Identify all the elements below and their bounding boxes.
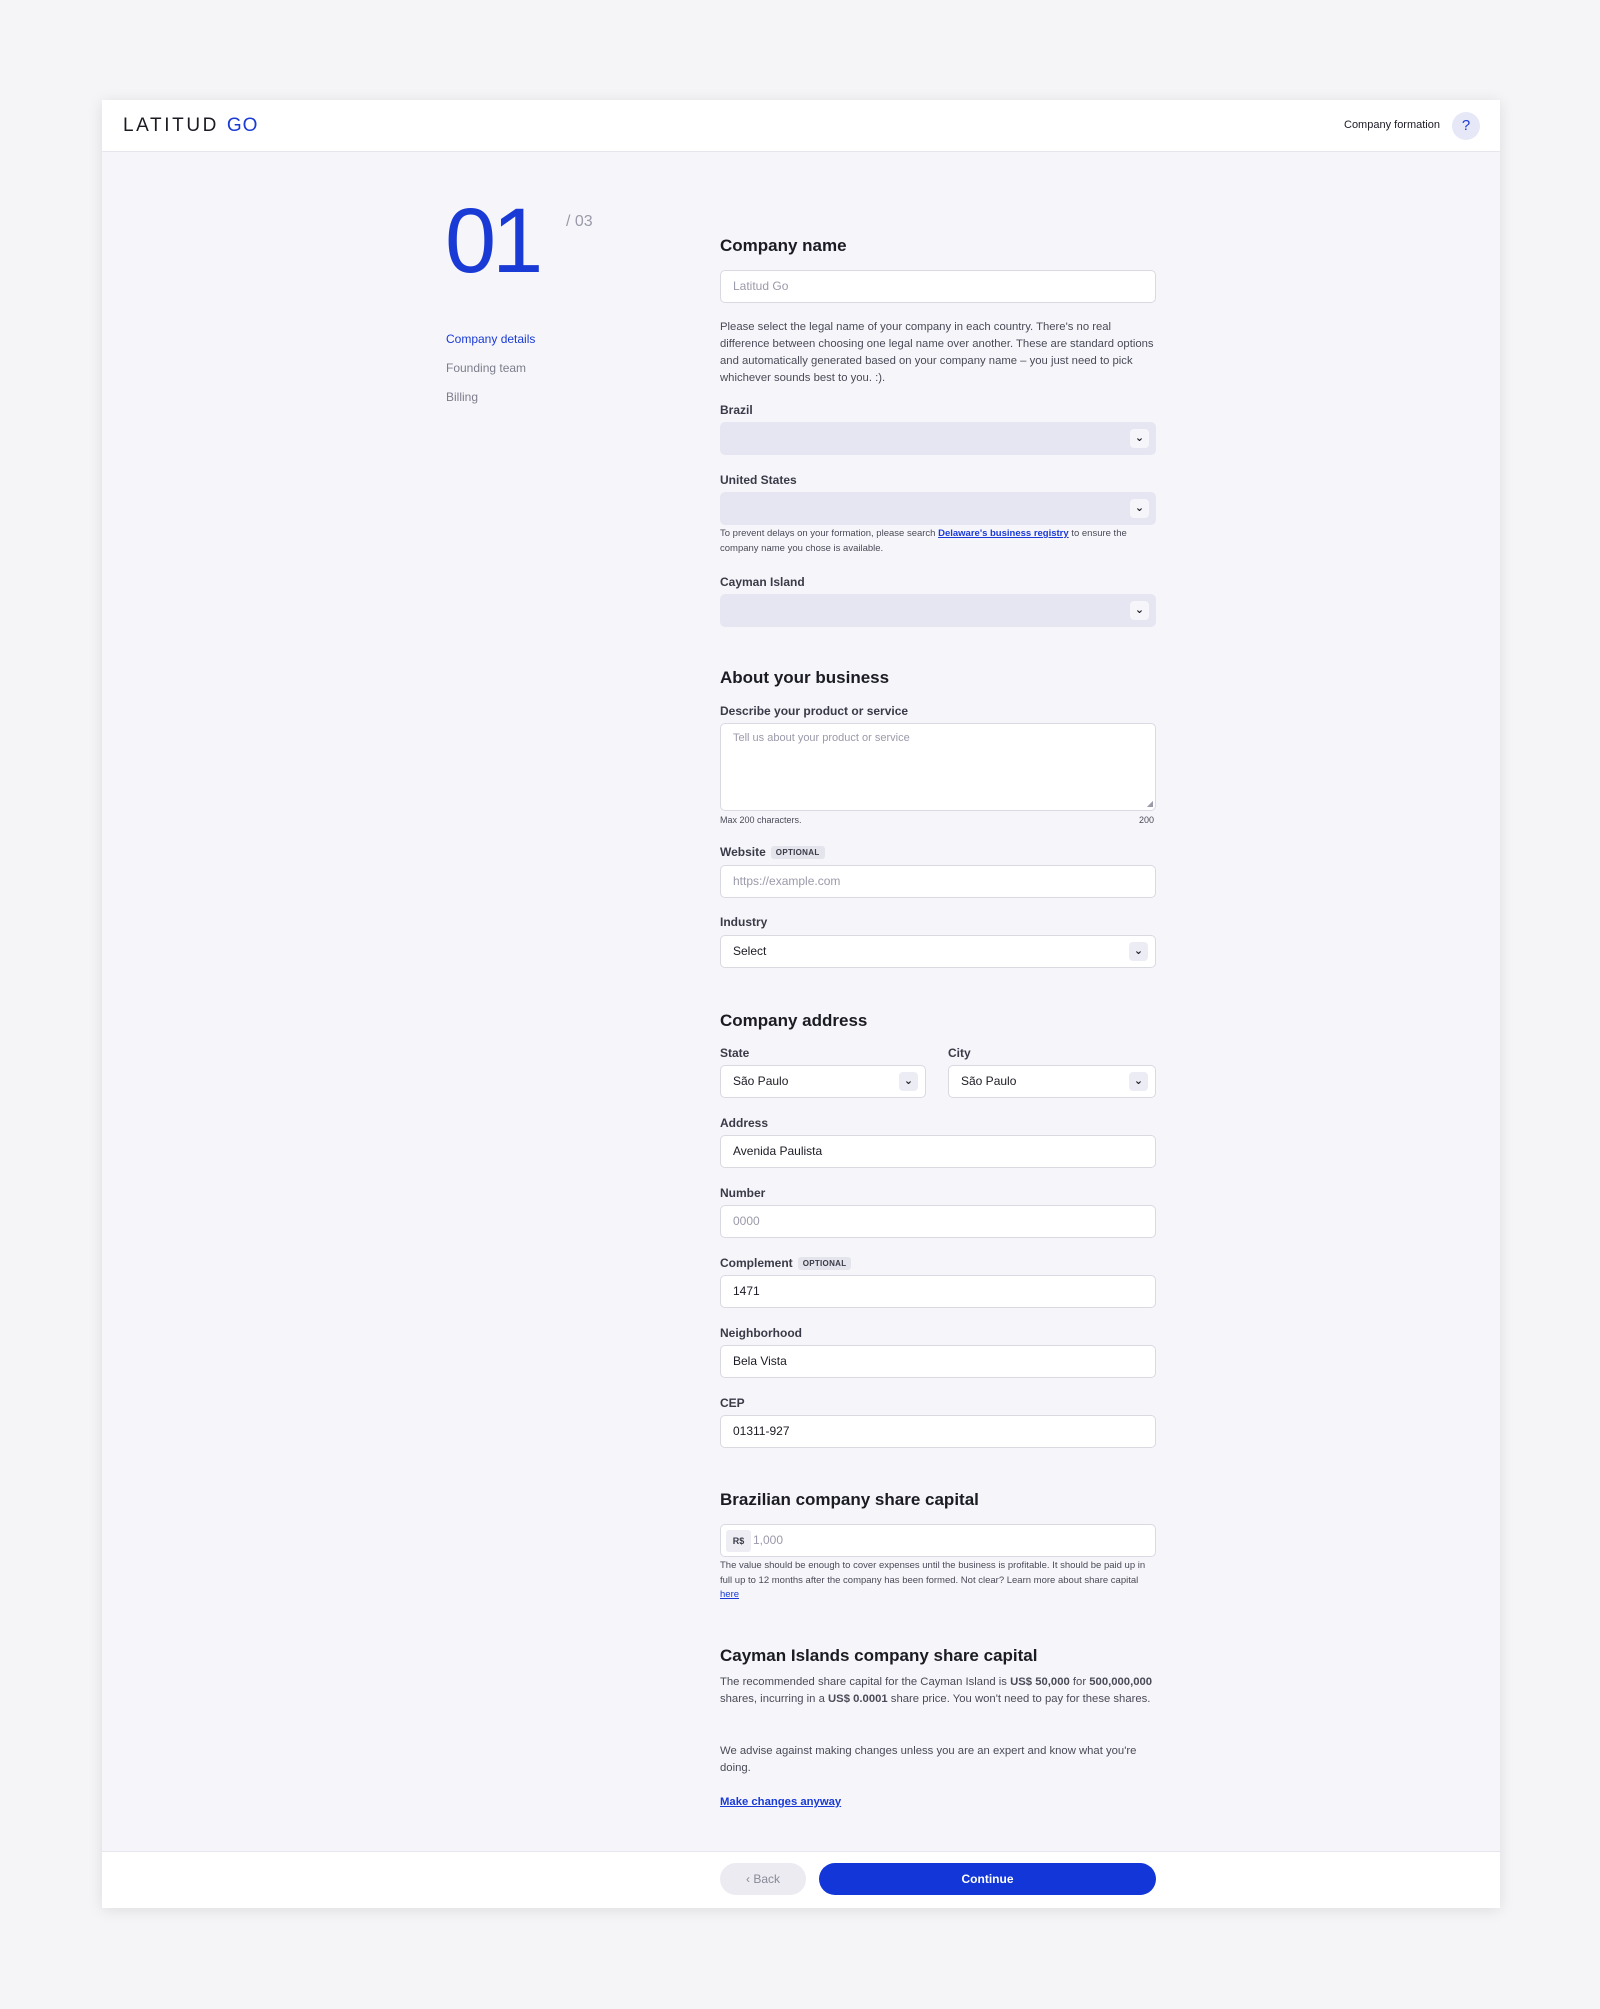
back-button[interactable] <box>720 1863 806 1895</box>
describe-label: Describe your product or service <box>720 704 909 718</box>
cayman-label: Cayman Island <box>720 575 805 589</box>
logo-text: LATITUD <box>123 115 219 136</box>
max-chars-note: Max 200 characters. <box>720 815 802 825</box>
city-label: City <box>948 1046 971 1060</box>
chevron-down-icon: ⌄ <box>1129 942 1148 961</box>
br-capital-heading: Brazilian company share capital <box>720 1490 979 1509</box>
describe-placeholder: Tell us about your product or service <box>733 732 910 744</box>
address-input[interactable]: Avenida Paulista <box>720 1135 1156 1168</box>
address-label: Address <box>720 1116 769 1130</box>
cayman-share-count: 500,000,000 <box>1089 1676 1153 1688</box>
br-capital-note-text: The value should be enough to cover expenses until the business is profitable. It should be paid up in full up to 12 months after the company has been formed. Not clear? Learn more about share capital <box>720 1560 1146 1586</box>
state-label: State <box>720 1046 750 1060</box>
neighborhood-label: Neighborhood <box>720 1326 802 1340</box>
company-name-input[interactable]: Latitud Go <box>720 270 1156 303</box>
step-billing[interactable]: Billing <box>446 390 479 404</box>
resize-handle-icon[interactable]: ◢ <box>1146 799 1153 808</box>
make-changes-wrapper <box>720 1794 1156 1811</box>
complement-input[interactable]: 1471 <box>720 1275 1156 1308</box>
br-capital-note <box>720 1559 1156 1603</box>
chevron-down-icon: ⌄ <box>1130 429 1149 448</box>
logo-accent: GO <box>226 115 259 136</box>
complement-label <box>720 1256 851 1270</box>
cep-input[interactable]: 01311-927 <box>720 1415 1156 1448</box>
neighborhood-input[interactable]: Bela Vista <box>720 1345 1156 1378</box>
website-label-text: Website <box>720 845 766 859</box>
company-name-heading: Company name <box>720 236 847 255</box>
complement-label-text: Complement <box>720 1256 793 1270</box>
optional-badge: OPTIONAL <box>798 1257 852 1270</box>
cayman-capital-heading: Cayman Islands company share capital <box>720 1646 1038 1665</box>
number-label: Number <box>720 1186 766 1200</box>
make-changes-link[interactable]: Make changes anyway <box>720 1796 842 1808</box>
chevron-down-icon: ⌄ <box>1130 601 1149 620</box>
cayman-capital-description <box>720 1674 1156 1708</box>
industry-value: Select <box>733 944 767 958</box>
website-label <box>720 845 825 859</box>
us-name-select[interactable] <box>720 492 1156 525</box>
website-input[interactable]: https://example.com <box>720 865 1156 898</box>
currency-prefix: R$ <box>726 1530 751 1552</box>
top-bar <box>102 100 1500 152</box>
brazil-name-select[interactable] <box>720 422 1156 455</box>
delaware-registry-link[interactable]: Delaware's business registry <box>938 528 1069 539</box>
describe-textarea[interactable] <box>720 723 1156 811</box>
cayman-advice: We advise against making changes unless you are an expert and know what you're doing. <box>720 1745 1137 1774</box>
chevron-left-icon: ‹ <box>745 1872 750 1886</box>
address-heading: Company address <box>720 1011 868 1030</box>
cayman-text: share price. You won't need to pay for these shares. <box>887 1693 1151 1705</box>
step-nav <box>446 331 535 418</box>
section-label: Company formation <box>1344 119 1440 131</box>
number-input[interactable]: 0000 <box>720 1205 1156 1238</box>
brazil-label: Brazil <box>720 403 753 417</box>
step-total: / 03 <box>566 213 593 230</box>
cayman-text: The recommended share capital for the Cayman Island is <box>720 1676 1011 1688</box>
back-label: Back <box>753 1872 781 1886</box>
business-heading: About your business <box>720 668 890 687</box>
logo[interactable] <box>123 115 258 137</box>
cayman-name-select[interactable] <box>720 594 1156 627</box>
industry-select[interactable] <box>720 935 1156 968</box>
step-founding-team[interactable]: Founding team <box>446 361 527 375</box>
cayman-share-price: US$ 0.0001 <box>828 1693 888 1705</box>
state-value: São Paulo <box>733 1074 789 1088</box>
chevron-down-icon: ⌄ <box>899 1072 918 1091</box>
footer-bar <box>102 1851 1500 1908</box>
cayman-capital-amount: US$ 50,000 <box>1010 1676 1070 1688</box>
us-note-text-end: to ensure the company name you chose is available. <box>720 528 1127 554</box>
app-window <box>102 100 1500 1908</box>
optional-badge: OPTIONAL <box>771 846 825 859</box>
step-company-details[interactable]: Company details <box>446 332 536 346</box>
br-capital-input[interactable] <box>720 1524 1156 1557</box>
legal-name-description: Please select the legal name of your company in each country. There's no real difference between choosing one legal name over another. These are standard options and automatically generated based on your company name – you just need to pick whichever sounds best to you. :). <box>720 321 1154 384</box>
city-value: São Paulo <box>961 1074 1017 1088</box>
us-note-text: To prevent delays on your formation, please search <box>720 528 939 539</box>
cayman-text: shares, incurring in a <box>720 1693 828 1705</box>
industry-label: Industry <box>720 915 768 929</box>
step-number: 01 <box>445 190 540 292</box>
city-select[interactable] <box>948 1065 1156 1098</box>
br-capital-placeholder: 1,000 <box>753 1533 784 1547</box>
us-registry-note <box>720 527 1156 556</box>
char-counter: 200 <box>1138 815 1154 825</box>
cep-label: CEP <box>720 1396 745 1410</box>
us-label: United States <box>720 473 797 487</box>
cayman-text: for <box>1069 1676 1090 1688</box>
state-select[interactable] <box>720 1065 926 1098</box>
share-capital-link[interactable]: here <box>720 1589 740 1600</box>
help-icon[interactable]: ? <box>1452 112 1480 140</box>
chevron-down-icon: ⌄ <box>1129 1072 1148 1091</box>
chevron-down-icon: ⌄ <box>1130 499 1149 518</box>
continue-button[interactable]: Continue <box>819 1863 1156 1895</box>
